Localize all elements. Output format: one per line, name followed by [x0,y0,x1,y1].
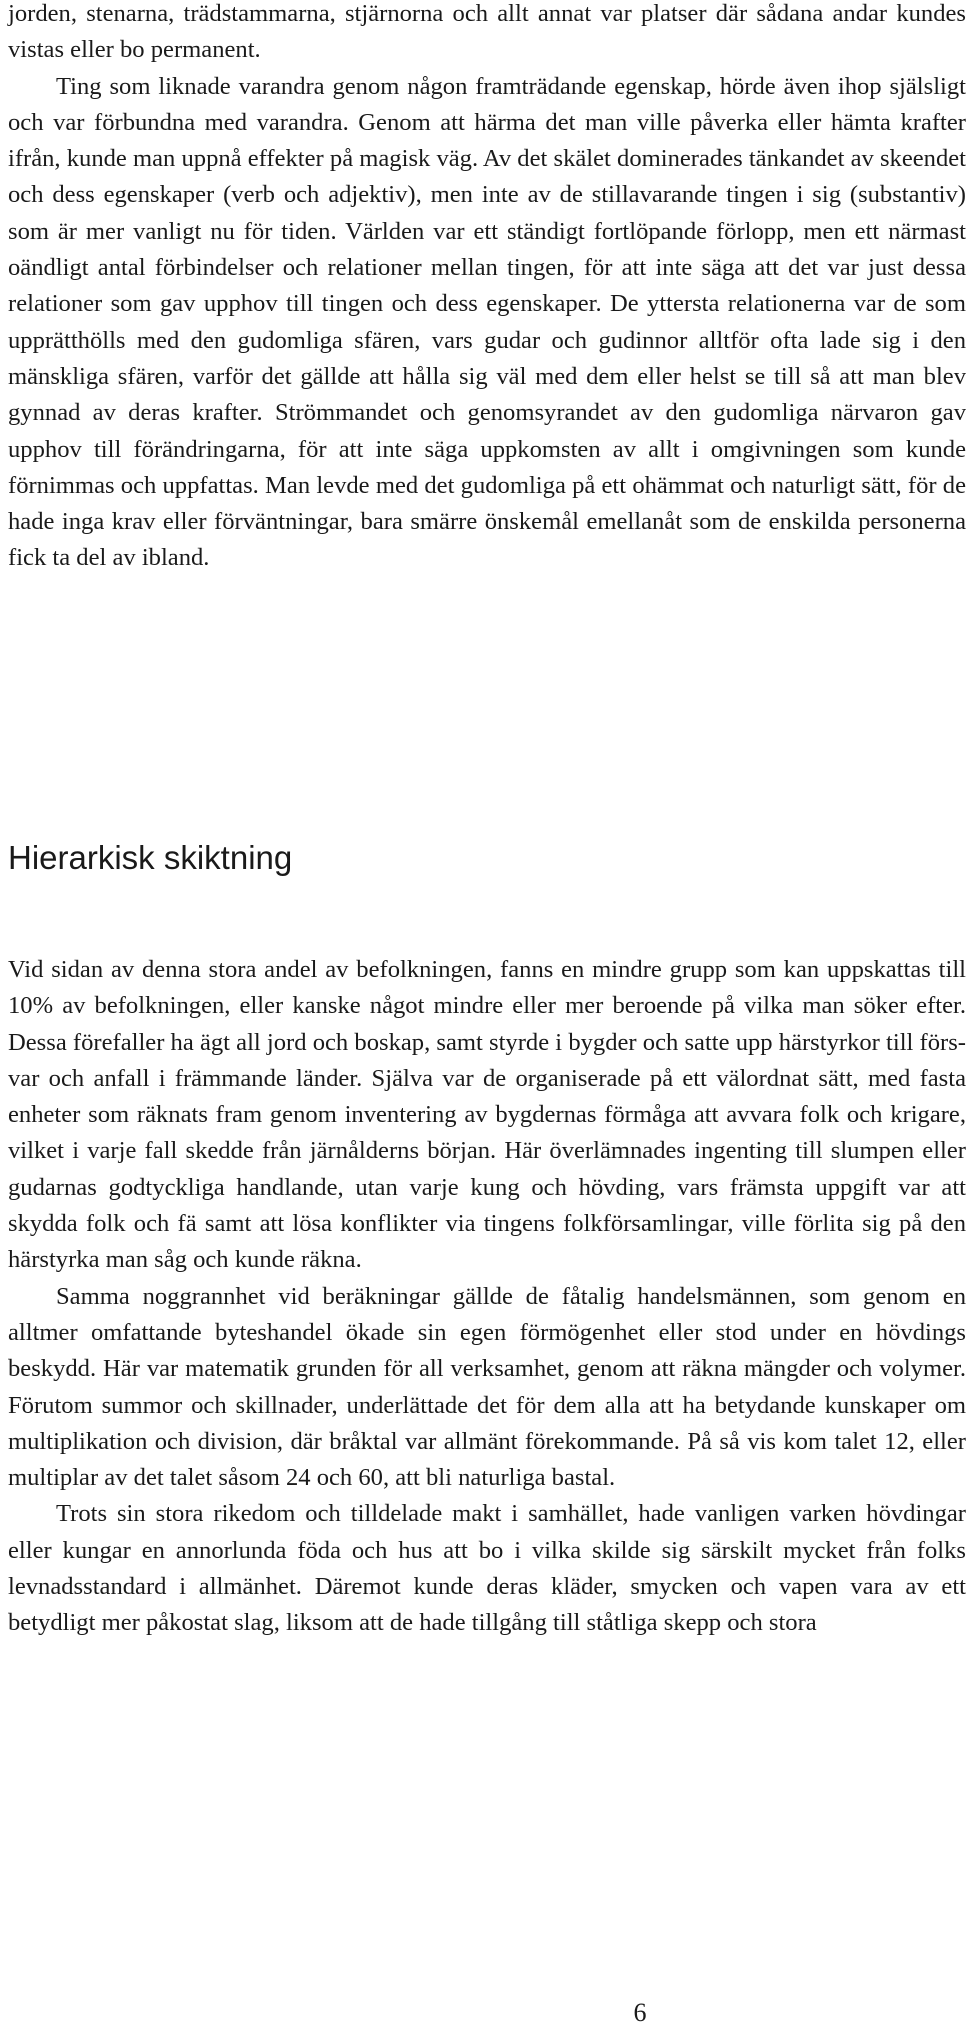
paragraph-merchants: Samma noggrannhet vid beräkningar gällde de fåtalig handelsmännen, som genom en alltmer omfattande byteshandel ökade sin egen förmögenhet eller stod under en hövdings beskydd. Här var matematik grunden för all verksamhet, genom att räkna mängder och volymer. Förutom summor och skillnader, underlättade det för dem alla att ha betydande kunskaper om multiplikation och division, där bråktal var allmänt förekommande. På så vis kom talet 12, eller multiplar av det talet såsom 24 och 60, att bli naturliga bastal. [8,1282,966,1492]
paragraph-magic-thinking: Ting som liknade varandra genom någon framträdande egenskap, hörde även ihop själsligt och var förbundna med varandra. Genom att härma det man ville påverka eller hämta krafter ifrån, kunde man uppnå effekter på magisk väg. Av det skälet dominerades tänkandet av skeendet och dess egenskaper (verb och adjektiv), men inte av de stillavarande tingen i sig (substantiv) som är mer vanligt nu för tiden. Världen var ett ständigt fortlöpande förlopp, men ett närmast oändligt antal förbindelser och relationer mellan tingen, för att inte säga att det var just dessa relationer som gav upphov till tingen och dess egenskaper. De yttersta relationerna var de som upprätthölls med den gudomliga sfären, vars gudar och gudinnor alltför ofta lade sig i den mänskliga sfären, varför det gällde att hålla sig väl med dem eller helst se till så att man blev gynnad av deras krafter. Strömmandet och genomsyrandet av den gudomliga närvaron gav upphov till förändringarna, för att inte säga uppkomsten av allt i omgivningen som kunde förnimmas och uppfattas. Man levde med det gudomliga på ett ohämmat och naturligt sätt, för de hade inga krav eller förväntningar, bara smärre önskemål emellanåt som de enskilda personerna fick ta del av ibland. [8,72,966,572]
section-text-block [8,952,966,1642]
paragraph-continuation: jorden, stenarna, trädstammarna, stjärnorna och allt annat var platser där sådana andar kundes vistas eller bo permanent. [8,0,966,64]
section-heading: Hierarkisk skiktning [8,839,293,876]
top-text-block [8,0,966,577]
page-number: 6 [633,1998,647,2027]
paragraph-upper-group: Vid sidan av denna stora andel av befolkningen, fanns en mindre grupp som kan uppskattas till 10% av befolkningen, eller kanske något mindre eller mer beroende på vilka man söker efter. Dessa förefaller ha ägt all jord och boskap, samt styrde i bygder och satte upp härstyrkor till försvar och anfall i främmande länder. Själva var de organiserade på ett välordnat sätt, med fasta enheter som räknats fram genom inventering av bygdernas förmåga att avvara folk och krigare, vilket i varje fall skedde från järnålderns början. Här överlämnades ingenting till slumpen eller gudarnas godtyckliga handlande, utan varje kung och hövding, vars främsta uppgift var att skydda folk och fä samt att lösa konflikter via tingens folkförsamlingar, ville förlita sig på den härstyrka man såg och kunde räkna. [8,956,966,1274]
paragraph-chieftains: Trots sin stora rikedom och tilldelade makt i samhället, hade vanligen varken hövdingar eller kungar en annorlunda föda och hus att bo i vilka skilde sig särskilt mycket från folks levnadsstandard i allmänhet. Däremot kunde deras kläder, smycken och vapen vara av ett betydligt mer påkostat slag, liksom att de hade tillgång till ståtliga skepp och stora [8,1500,966,1637]
